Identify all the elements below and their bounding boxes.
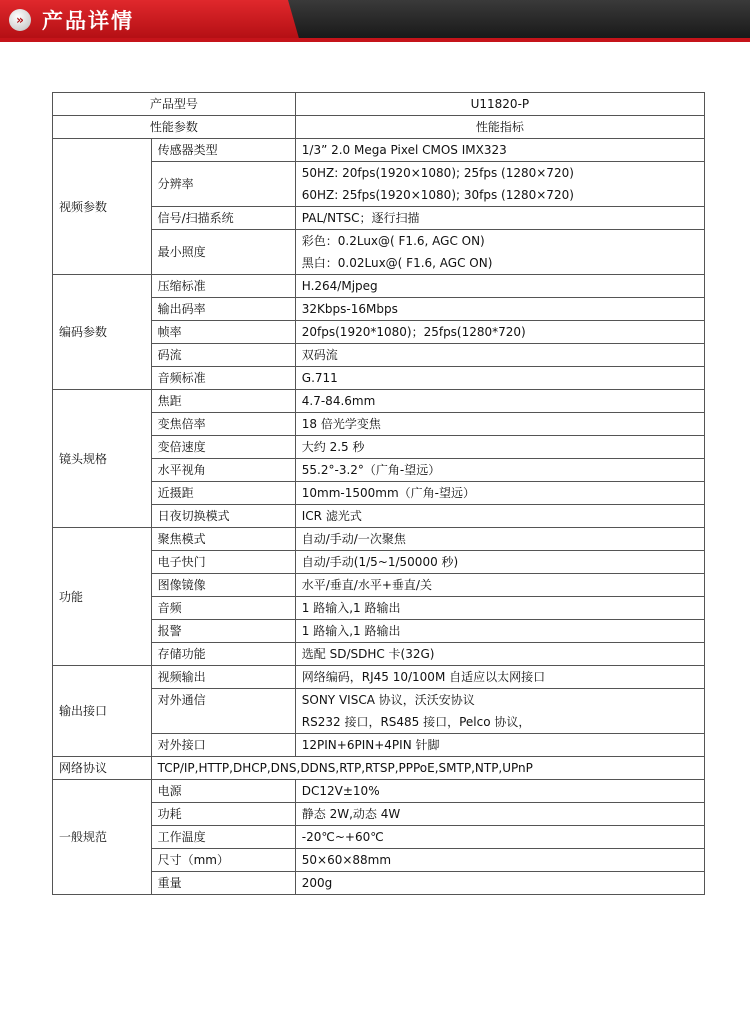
param-value: 性能指标	[295, 116, 704, 139]
row-value: 大约 2.5 秒	[295, 436, 704, 459]
double-chevron-right-icon: »	[9, 9, 31, 31]
header-banner	[0, 0, 750, 42]
table-row	[53, 528, 705, 551]
row-value: 双码流	[295, 344, 704, 367]
table-row	[53, 757, 705, 780]
table-row	[53, 574, 705, 597]
row-label: 码流	[151, 344, 295, 367]
row-value: 1/3” 2.0 Mega Pixel CMOS IMX323	[295, 139, 704, 162]
row-label: 存储功能	[151, 643, 295, 666]
table-row	[53, 344, 705, 367]
row-label: 视频输出	[151, 666, 295, 689]
section-name: 输出接口	[53, 666, 152, 757]
table-row	[53, 230, 705, 275]
row-label: 功耗	[151, 803, 295, 826]
table-row	[53, 298, 705, 321]
section-name: 镜头规格	[53, 390, 152, 528]
row-label: 工作温度	[151, 826, 295, 849]
section-name: 一般规范	[53, 780, 152, 895]
section-name: 网络协议	[53, 757, 152, 780]
table-row	[53, 139, 705, 162]
row-label: 重量	[151, 872, 295, 895]
section-name: 编码参数	[53, 275, 152, 390]
row-label: 音频	[151, 597, 295, 620]
row-value: 静态 2W,动态 4W	[295, 803, 704, 826]
row-label: 压缩标准	[151, 275, 295, 298]
table-row	[53, 482, 705, 505]
row-value: 1 路输入,1 路输出	[295, 620, 704, 643]
row-label: 变焦倍率	[151, 413, 295, 436]
table-row	[53, 780, 705, 803]
row-label: 传感器类型	[151, 139, 295, 162]
row-value: 50×60×88mm	[295, 849, 704, 872]
row-label: 日夜切换模式	[151, 505, 295, 528]
table-row	[53, 620, 705, 643]
row-value	[295, 230, 704, 275]
row-label: 水平视角	[151, 459, 295, 482]
row-label: 分辨率	[151, 162, 295, 207]
table-row	[53, 367, 705, 390]
row-value: 网络编码，RJ45 10/100M 自适应以太网接口	[295, 666, 704, 689]
section-name: 功能	[53, 528, 152, 666]
row-label: 近摄距	[151, 482, 295, 505]
row-value: 18 倍光学变焦	[295, 413, 704, 436]
row-value: 选配 SD/SDHC 卡(32G)	[295, 643, 704, 666]
row-value: 200g	[295, 872, 704, 895]
row-value: 10mm-1500mm（广角-望远）	[295, 482, 704, 505]
table-row	[53, 872, 705, 895]
param-label: 性能参数	[53, 116, 296, 139]
row-label: 音频标准	[151, 367, 295, 390]
spec-table	[52, 92, 705, 895]
table-row	[53, 849, 705, 872]
table-row	[53, 597, 705, 620]
row-value: TCP/IP,HTTP,DHCP,DNS,DDNS,RTP,RTSP,PPPoE,SMTP,NTP,UPnP	[151, 757, 704, 780]
row-value: -20℃~+60℃	[295, 826, 704, 849]
table-row	[53, 459, 705, 482]
row-value: 自动/手动(1/5~1/50000 秒)	[295, 551, 704, 574]
table-row	[53, 413, 705, 436]
row-label: 尺寸（mm）	[151, 849, 295, 872]
value-line: 50HZ: 20fps(1920×1080); 25fps (1280×720)	[301, 166, 574, 180]
row-label: 图像镜像	[151, 574, 295, 597]
value-line: 彩色：0.2Lux@( F1.6, AGC ON)	[301, 234, 485, 248]
row-label: 聚焦模式	[151, 528, 295, 551]
page-title: 产品详情	[42, 9, 134, 33]
row-value: PAL/NTSC；逐行扫描	[295, 207, 704, 230]
value-line: SONY VISCA 协议，沃沃安协议	[301, 693, 475, 707]
model-value: U11820-P	[295, 93, 704, 116]
row-value: DC12V±10%	[295, 780, 704, 803]
row-value: 1 路输入,1 路输出	[295, 597, 704, 620]
row-value: ICR 滤光式	[295, 505, 704, 528]
row-label: 信号/扫描系统	[151, 207, 295, 230]
row-label: 报警	[151, 620, 295, 643]
value-line: RS232 接口，RS485 接口，Pelco 协议，	[301, 715, 531, 729]
row-value: H.264/Mjpeg	[295, 275, 704, 298]
table-row	[53, 207, 705, 230]
table-row	[53, 551, 705, 574]
row-value: 55.2°-3.2°（广角-望远）	[295, 459, 704, 482]
value-line: 60HZ: 25fps(1920×1080); 30fps (1280×720)	[301, 188, 574, 202]
table-row	[53, 275, 705, 298]
row-label: 帧率	[151, 321, 295, 344]
row-value: 自动/手动/一次聚焦	[295, 528, 704, 551]
row-value: 20fps(1920*1080)；25fps(1280*720)	[295, 321, 704, 344]
table-row	[53, 826, 705, 849]
table-row	[53, 643, 705, 666]
row-label: 对外通信	[151, 689, 295, 734]
row-value: 32Kbps-16Mbps	[295, 298, 704, 321]
row-value	[295, 162, 704, 207]
row-label: 变倍速度	[151, 436, 295, 459]
header-underline	[0, 38, 750, 42]
table-row	[53, 803, 705, 826]
row-label: 对外接口	[151, 734, 295, 757]
table-row	[53, 436, 705, 459]
table-row-header	[53, 116, 705, 139]
table-row	[53, 689, 705, 734]
row-value: 水平/垂直/水平+垂直/关	[295, 574, 704, 597]
row-label: 电子快门	[151, 551, 295, 574]
table-row	[53, 666, 705, 689]
section-name: 视频参数	[53, 139, 152, 275]
table-row-model	[53, 93, 705, 116]
table-row	[53, 505, 705, 528]
table-row	[53, 734, 705, 757]
row-value	[295, 689, 704, 734]
row-label: 电源	[151, 780, 295, 803]
table-row	[53, 162, 705, 207]
row-label: 焦距	[151, 390, 295, 413]
row-value: 12PIN+6PIN+4PIN 针脚	[295, 734, 704, 757]
row-value: G.711	[295, 367, 704, 390]
table-row	[53, 390, 705, 413]
row-label: 输出码率	[151, 298, 295, 321]
table-row	[53, 321, 705, 344]
row-label: 最小照度	[151, 230, 295, 275]
model-label: 产品型号	[53, 93, 296, 116]
value-line: 黑白：0.02Lux@( F1.6, AGC ON)	[301, 256, 493, 270]
row-value: 4.7-84.6mm	[295, 390, 704, 413]
